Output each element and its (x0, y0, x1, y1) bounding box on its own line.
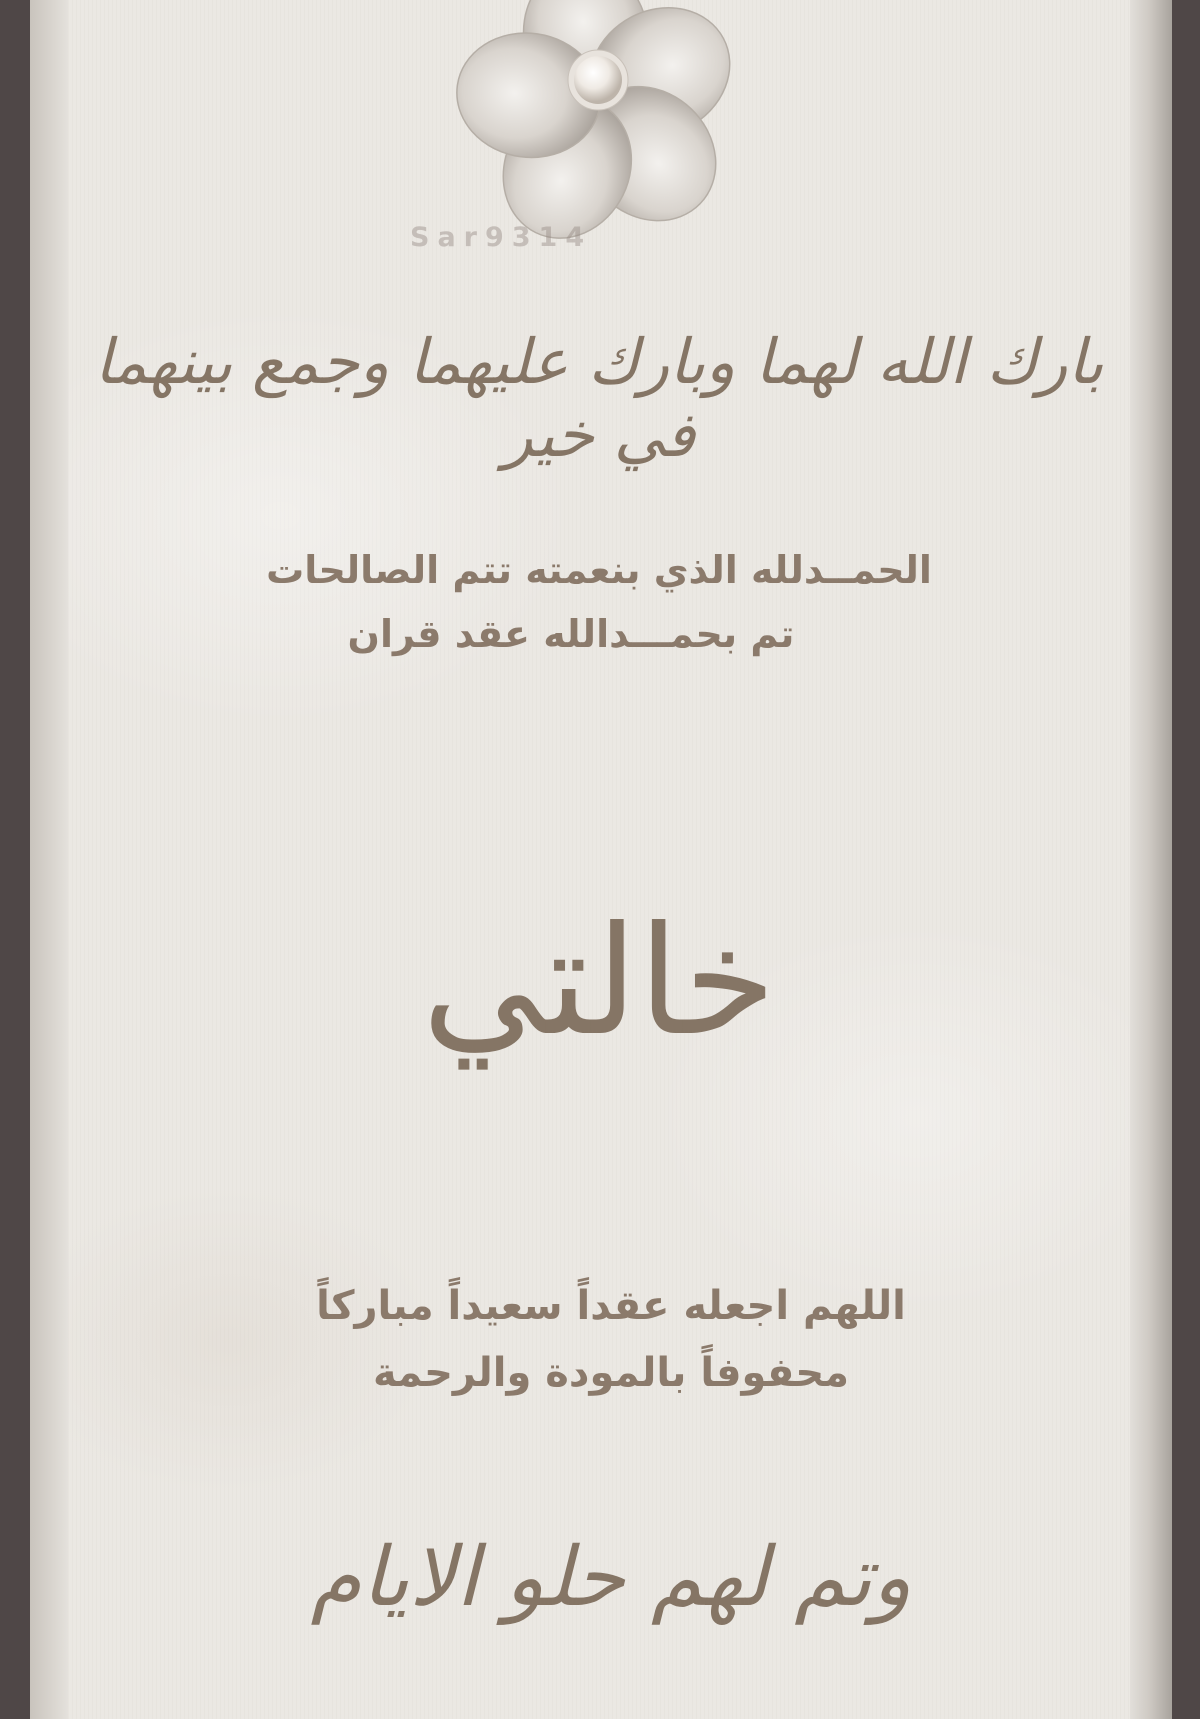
relation-title: خالتي (421, 895, 777, 1069)
intro-line-1: الحمــدلله الذي بنعمته تتم الصالحات (266, 548, 932, 592)
closing-calligraphy: وتم لهم حلو الايام (310, 1530, 912, 1625)
frame-right-border (1172, 0, 1200, 1719)
watermark-text: Sar9314 (410, 222, 593, 253)
blessing-calligraphy: بارك الله لهما وبارك عليهما وجمع بينهما في خير (94, 325, 1104, 471)
dua-line-1: اللهم اجعله عقداً سعيداً مباركاً (316, 1283, 906, 1329)
flower-with-pearl-icon (438, 0, 758, 260)
card-shadow-right (1130, 0, 1172, 1719)
card-shadow-left (30, 0, 68, 1719)
dua-line-2: محفوفاً بالمودة والرحمة (373, 1350, 849, 1396)
intro-line-2: تم بحمـــدالله عقد قران (347, 612, 795, 656)
frame-left-border (0, 0, 30, 1719)
